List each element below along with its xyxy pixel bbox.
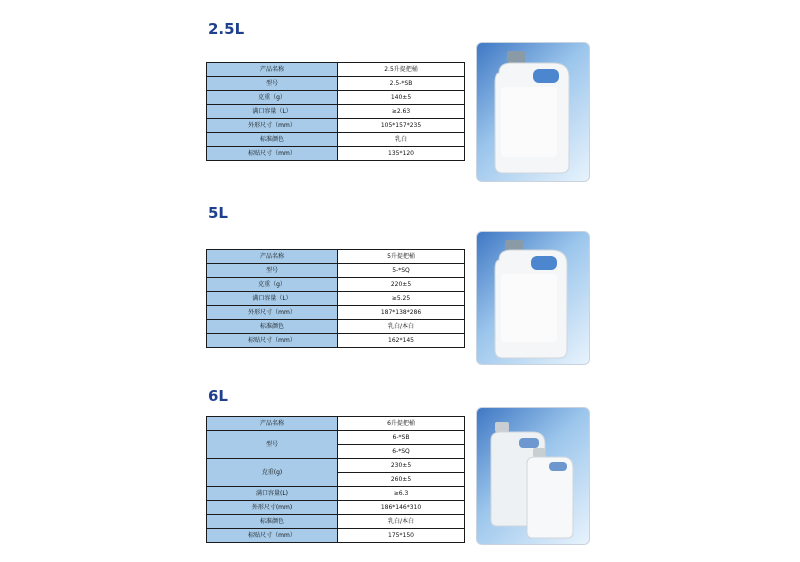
row-label: 满口容量（L） [207, 105, 338, 119]
table-row [207, 501, 465, 515]
row-label: 标贴尺寸（mm） [207, 147, 338, 161]
row-label: 克重（g） [207, 91, 338, 105]
table-row [207, 306, 465, 320]
row-value: 6-*SB [338, 431, 465, 445]
row-value: 6升提把桶 [338, 417, 465, 431]
table-row [207, 119, 465, 133]
spec-table-5l [206, 249, 465, 348]
row-value: 2.5-*SB [338, 77, 465, 91]
row-value: 162*145 [338, 334, 465, 348]
table-row [207, 278, 465, 292]
table-row [207, 91, 465, 105]
cap-shape [533, 448, 545, 457]
row-value: ≥5.25 [338, 292, 465, 306]
row-label: 满口容量(L) [207, 487, 338, 501]
row-value: 230±5 [338, 459, 465, 473]
row-value: 186*146*310 [338, 501, 465, 515]
table-row [207, 459, 465, 473]
table-row [207, 250, 465, 264]
row-label: 产品名称 [207, 63, 338, 77]
table-row [207, 105, 465, 119]
row-value: ≥6.3 [338, 487, 465, 501]
row-label: 标准颜色 [207, 515, 338, 529]
cap-shape [507, 51, 525, 63]
spec-table-6l [206, 416, 465, 543]
table-row [207, 264, 465, 278]
row-label: 标准颜色 [207, 133, 338, 147]
section-heading-6l: 6L [208, 387, 228, 405]
table-row [207, 133, 465, 147]
row-value: 乳白/本白 [338, 515, 465, 529]
row-value: 乳白 [338, 133, 465, 147]
row-label: 产品名称 [207, 417, 338, 431]
row-value: 140±5 [338, 91, 465, 105]
row-label: 外形尺寸（mm） [207, 306, 338, 320]
row-value: ≥2.63 [338, 105, 465, 119]
table-row [207, 320, 465, 334]
row-value: 220±5 [338, 278, 465, 292]
row-label: 产品名称 [207, 250, 338, 264]
product-photo-2-5l [476, 42, 590, 182]
row-value: 5升提把桶 [338, 250, 465, 264]
handle-hole [531, 256, 557, 270]
row-value: 2.5升提把桶 [338, 63, 465, 77]
row-value: 105*157*235 [338, 119, 465, 133]
label-panel [501, 87, 557, 157]
row-value: 5-*SQ [338, 264, 465, 278]
table-row [207, 417, 465, 431]
spec-table-2-5l [206, 62, 465, 161]
handle-hole [533, 69, 559, 83]
table-row [207, 487, 465, 501]
cap-shape [495, 422, 509, 432]
row-label: 标贴尺寸（mm） [207, 529, 338, 543]
row-value: 260±5 [338, 473, 465, 487]
row-label: 外形尺寸（mm） [207, 119, 338, 133]
row-value: 187*138*286 [338, 306, 465, 320]
product-photo-6l [476, 407, 590, 545]
table-row [207, 147, 465, 161]
product-photo-5l [476, 231, 590, 365]
row-label: 外形尺寸(mm) [207, 501, 338, 515]
handle-hole [519, 438, 539, 448]
row-label: 标贴尺寸（mm） [207, 334, 338, 348]
row-label: 标准颜色 [207, 320, 338, 334]
row-label: 型号 [207, 77, 338, 91]
table-row [207, 334, 465, 348]
table-row [207, 515, 465, 529]
row-label: 满口容量（L） [207, 292, 338, 306]
label-panel [501, 274, 557, 342]
table-row [207, 63, 465, 77]
row-label: 型号 [207, 431, 338, 459]
section-heading-5l: 5L [208, 204, 228, 222]
row-value: 乳白/本白 [338, 320, 465, 334]
table-row [207, 529, 465, 543]
row-value: 175*150 [338, 529, 465, 543]
handle-hole [549, 462, 567, 471]
table-row [207, 292, 465, 306]
row-value: 135*120 [338, 147, 465, 161]
row-label: 克重(g) [207, 459, 338, 487]
table-row [207, 431, 465, 445]
row-label: 型号 [207, 264, 338, 278]
row-value: 6-*SQ [338, 445, 465, 459]
table-row [207, 77, 465, 91]
section-heading-2-5l: 2.5L [208, 20, 245, 38]
row-label: 克重（g） [207, 278, 338, 292]
